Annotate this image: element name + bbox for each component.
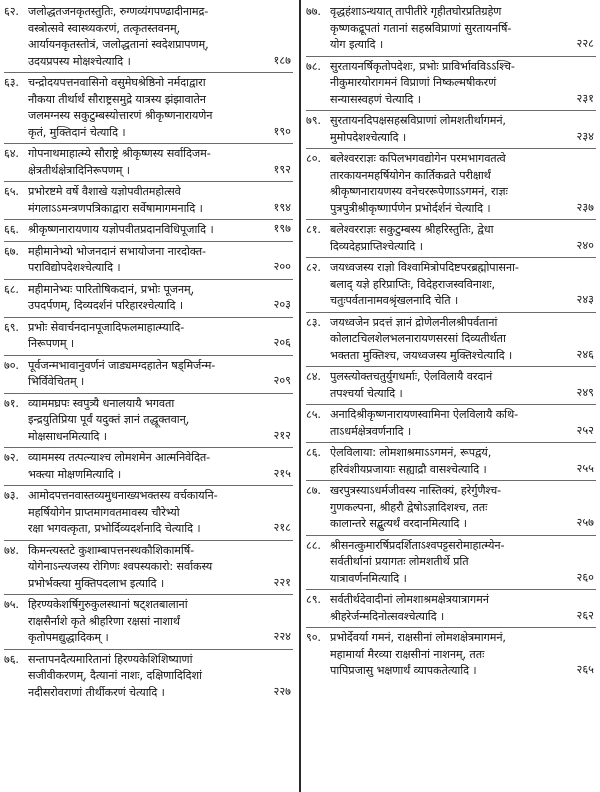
entry-number: ८४. — [306, 370, 321, 383]
entry-number: ७४. — [4, 543, 19, 557]
entry-line — [4, 75, 293, 92]
toc-entry — [306, 113, 596, 147]
toc-entry — [306, 538, 596, 589]
entry-line — [4, 320, 293, 337]
entry-separator — [4, 317, 293, 318]
entry-text: प्रभोरष्टमे वर्षे वैशाखे यज्ञोपवीतमहोत्सवे — [28, 185, 181, 198]
entry-text: तपश्चर्या चेत्यादि । — [330, 386, 403, 400]
entry-number: ७१. — [4, 396, 19, 410]
entry-line — [4, 505, 293, 522]
entry-text: चन्द्रोदयपत्तनवासिनो वसुमेघश्रेष्ठिनो नर्मदाद्वारा — [28, 76, 206, 89]
toc-entry — [4, 597, 293, 648]
entry-separator — [4, 393, 293, 394]
entry-separator — [4, 649, 293, 650]
entry-separator — [4, 143, 293, 144]
entry-text: इन्द्रयुतिप्रिया पूर्वं यदुक्तं ज्ञानं तद्धूक्तवान्, — [28, 413, 190, 426]
entry-line — [306, 445, 596, 462]
entry-text: श्रीहरेर्जन्मदिनोत्सवश्चेत्यादि । — [330, 609, 445, 623]
entry-text: निरूपणम् । — [28, 337, 75, 350]
entry-line — [4, 429, 293, 446]
page-number: २५२ — [573, 423, 594, 440]
page-number: २३१ — [573, 91, 594, 108]
entry-number: ६८. — [4, 282, 19, 296]
entry-line — [306, 21, 596, 38]
entry-text: गुणकल्पना, श्रीहरौ द्वेषोऽज्ञादिशश्च, ततः — [330, 500, 488, 514]
entry-line — [4, 37, 293, 54]
entry-text: गोपनाथमाहात्म्ये सौराष्ट्रे श्रीकृष्णस्य सर्वादिजम- — [28, 147, 211, 160]
entry-line — [306, 201, 596, 218]
page-number: १९७ — [270, 221, 291, 238]
entry-text: सजीवीकरणम्, दैत्यानां नाशः, दक्षिणादिदिशां — [28, 669, 202, 682]
entry-text: नीकुमारयोरागमनं विप्राणां निष्कल्मषीकरणं — [330, 76, 497, 89]
entry-text: कोलाटचिलशेलभलनारायणसरसां दिव्यतीर्थता — [330, 332, 506, 345]
entry-line — [4, 282, 293, 299]
entry-text: वृद्धहंशाऽन्थयात् तापीतीरे गृहीतघोरप्रतिग्रहेण — [330, 5, 502, 18]
entry-text: सुरतायनदिपक्षसहस्रविप्राणां लोमशतीर्थागमनं, — [330, 114, 506, 127]
entry-line — [4, 260, 293, 277]
toc-entry — [306, 222, 596, 256]
entry-text: उदयप्रपस्य मोक्षश्चेत्यादि । — [28, 54, 131, 68]
page-number: १९४ — [270, 200, 291, 217]
entry-line — [306, 293, 596, 310]
toc-entry — [306, 407, 596, 441]
toc-entry — [4, 184, 293, 218]
entry-line — [4, 630, 293, 647]
toc-entry — [4, 75, 293, 142]
toc-entry — [4, 358, 293, 392]
entry-number: ८१. — [306, 223, 321, 236]
entry-number: ८३. — [306, 315, 321, 329]
entry-line — [306, 554, 596, 571]
page-number: २५५ — [573, 461, 594, 478]
entry-text: प्रभोर्देवर्या गमनं, राक्षसीनां लोमशक्षेत्रमागमनं, — [330, 631, 506, 644]
page-number: २०० — [270, 259, 291, 276]
page-number: २२८ — [573, 36, 594, 53]
entry-line — [4, 614, 293, 631]
entry-number: ९०. — [306, 631, 321, 644]
entry-text: सुरतायनर्षिकृतोपदेशः, प्रभोः प्राविर्भावविऽऽश्चि- — [330, 59, 515, 73]
entry-line — [4, 685, 293, 702]
entry-line — [4, 467, 293, 484]
column-divider — [299, 0, 301, 792]
entry-line — [306, 483, 596, 500]
entry-number: ७२. — [4, 451, 19, 464]
toc-entry — [4, 4, 293, 71]
entry-separator — [306, 110, 596, 111]
toc-entry — [306, 4, 596, 55]
entry-number: ६४. — [4, 147, 19, 160]
entry-text: जयध्वजेन प्रदत्तं ज्ञानं द्रोणेलनीलश्रीपर्वतानां — [330, 315, 498, 329]
page-number: २२७ — [270, 684, 291, 701]
entry-line — [306, 609, 596, 626]
entry-line — [4, 652, 293, 669]
entry-line — [4, 92, 293, 109]
entry-line — [306, 386, 596, 403]
entry-separator — [306, 257, 596, 258]
entry-number: ८५. — [306, 408, 321, 421]
entry-line — [4, 184, 293, 201]
toc-entry — [4, 652, 293, 703]
toc-entry — [306, 592, 596, 626]
page-number: २६५ — [573, 662, 594, 679]
entry-text: नौकया तीर्थार्थं सौराष्ट्रसमुद्रे यात्रस्य झंझावातेन — [28, 92, 206, 106]
entry-number: ७७. — [306, 5, 321, 18]
entry-line — [4, 201, 293, 218]
entry-separator — [306, 148, 596, 149]
toc-entry — [306, 59, 596, 110]
entry-line — [4, 4, 293, 21]
entry-line — [306, 424, 596, 441]
entry-text: आमोदपत्तनवास्तव्यमुधनाख्यभक्तस्य वर्चकायनि- — [28, 489, 218, 502]
entry-text: चतुःपर्वतानामवश्रृंखलनादि चेति । — [330, 294, 459, 307]
entry-text: सर्वतीर्थदेवादीनां लोमशाश्रमक्षेत्रयात्रागमनं — [330, 593, 489, 606]
entry-text: श्रीकृष्णनारायणाय यज्ञोपवीतप्रदानविधिपूजादि । — [28, 223, 214, 236]
entry-text: पुत्रपुत्रीश्रीकृष्णार्पणेन प्रभोर्दर्शनं चेत्यादि । — [330, 201, 491, 215]
entry-text: खरपुत्रस्याऽधर्मजीवस्य नास्तिक्यं, हरेर्गुणैश्च- — [330, 484, 502, 497]
entry-number: ७६. — [4, 652, 19, 666]
entry-line — [4, 244, 293, 261]
entry-separator — [4, 181, 293, 182]
entry-number: ६५. — [4, 185, 19, 198]
entry-number: ८९. — [306, 593, 321, 606]
entry-separator — [306, 219, 596, 220]
entry-line — [306, 59, 596, 76]
toc-entry — [306, 483, 596, 534]
entry-number: ६२. — [4, 5, 19, 18]
entry-line — [306, 92, 596, 109]
page-number: २४९ — [573, 385, 594, 402]
entry-text: व्याममघ्रपः स्वपुत्र्यै धनालयायै भगवता — [28, 396, 175, 410]
entry-text: मोक्षसाधनमित्यादि । — [28, 429, 107, 443]
entry-text: किमन्त्यस्तटे कुशाम्बापत्तनस्थकौशिकामर्षि- — [28, 543, 195, 557]
toc-entry — [306, 260, 596, 311]
entry-text: भिर्विवेचितम् । — [28, 375, 85, 388]
entry-line — [306, 277, 596, 294]
entry-line — [4, 521, 293, 538]
entry-text: पुलस्त्योक्तचतुर्युगधर्माः, ऐलविलायै वरदानं — [330, 370, 493, 383]
entry-line — [4, 21, 293, 38]
page-number: २३७ — [573, 200, 594, 217]
entry-line — [4, 163, 293, 180]
page-number: २२१ — [270, 575, 291, 592]
entry-number: ६७. — [4, 244, 19, 258]
entry-text: बलेश्वरराज्ञः कपिलभगवद्योगेन परमभागवतत्वे — [330, 152, 506, 165]
toc-entry — [306, 315, 596, 366]
toc-entry — [4, 320, 293, 354]
entry-separator — [4, 355, 293, 356]
entry-number: ७०. — [4, 358, 19, 372]
entry-line — [306, 407, 596, 424]
entry-text: अनादिश्रीकृष्णनारायणस्वामिना ऐलविलायै कथि- — [330, 408, 519, 421]
page-number: २०९ — [270, 373, 291, 390]
entry-line — [306, 239, 596, 256]
entry-text: रक्षा भगवत्कृता, प्रभोर्दिव्यदर्शनादि चेत्यादि । — [28, 522, 201, 535]
entry-line — [306, 130, 596, 147]
entry-line — [306, 663, 596, 680]
entry-line — [4, 597, 293, 614]
entry-separator — [4, 219, 293, 220]
entry-separator — [306, 366, 596, 367]
entry-separator — [306, 627, 596, 628]
entry-separator — [4, 72, 293, 73]
entry-text: श्रीकृष्णनारायणस्य वनेचररूपेणाऽऽगमनं, राज्ञः — [330, 185, 508, 198]
toc-entry — [4, 450, 293, 484]
entry-text: महर्षियोगेन प्राप्तमागवतमावस्य चौरेभ्यो — [28, 505, 180, 519]
entry-text: भक्तता मुक्तिश्च, जयध्वजस्य मुक्तिश्चेत्यादि । — [330, 348, 513, 362]
entry-text: कृष्णकद्रूपतां गतानां सहस्रविप्राणां सुरतायनर्षि- — [330, 21, 512, 35]
entry-line — [306, 630, 596, 647]
entry-line — [4, 336, 293, 353]
entry-line — [4, 396, 293, 413]
page-number: २४६ — [573, 347, 594, 364]
entry-text: पराविद्योपदेशश्चेत्यादि । — [28, 261, 121, 274]
entry-line — [4, 298, 293, 315]
page-number: १९२ — [270, 162, 291, 179]
entry-line — [306, 37, 596, 54]
entry-line — [306, 260, 596, 277]
entry-text: सर्वतीर्थानां प्रयागतः लोमशतीर्थे प्रति — [330, 555, 469, 568]
toc-entry — [4, 396, 293, 447]
entry-line — [306, 500, 596, 517]
page-number: २५७ — [573, 515, 594, 532]
entry-separator — [306, 56, 596, 57]
entry-text: हिरण्यकेशर्षिगुरुकुलस्थानां षट्शतबालानां — [28, 598, 188, 611]
page-number: २१५ — [270, 466, 291, 483]
entry-text: सन्तापनदैत्यमारितानां हिरण्यकेशिशिष्याणां — [28, 652, 193, 666]
entry-number: ८७. — [306, 484, 321, 497]
entry-line — [4, 54, 293, 71]
toc-entry — [4, 282, 293, 316]
entry-text: मंगलाऽऽमन्त्रणपत्रिकाद्वारा सर्वेषामागमनादि । — [28, 201, 203, 215]
entry-number: ८०. — [306, 152, 321, 165]
toc-entry — [306, 369, 596, 403]
page-number: २३४ — [573, 129, 594, 146]
entry-line — [306, 592, 596, 609]
page-number: २६२ — [573, 608, 594, 625]
entry-text: श्रीसनत्कुमारर्षिप्रदर्शिताऽश्वपट्टसरोमाहात्म्येन- — [330, 538, 505, 552]
entry-text: योगेनाऽन्त्यजस्य रोगिणः श्वपस्यकारो: सर्वाकस्य — [28, 560, 213, 573]
entry-number: ७९. — [306, 114, 321, 127]
entry-text: मुमोपदेशश्चेत्यादि । — [330, 130, 407, 144]
entry-text: प्रभोर्भक्त्या मुक्तिपदलाभ इत्यादि । — [28, 576, 165, 590]
entry-number: ७३. — [4, 489, 19, 502]
entry-text: भक्त्या मोक्षणमित्यादि । — [28, 467, 122, 481]
entry-text: कृतं, मुक्तिदानं चेत्यादि । — [28, 125, 126, 139]
entry-text: प्रभोः सेवार्चनदानपूजादिफलमाहात्म्यादि- — [28, 320, 185, 334]
entry-separator — [306, 404, 596, 405]
entry-line — [4, 125, 293, 142]
entry-line — [306, 647, 596, 664]
entry-line — [306, 331, 596, 348]
entry-text: आर्यायनकृतस्तोत्रं, जलोद्धतानां स्वदेशप्रापणम्, — [28, 38, 209, 51]
entry-line — [4, 543, 293, 560]
toc-entry — [4, 244, 293, 278]
entry-number: ८८. — [306, 538, 321, 552]
entry-line — [306, 516, 596, 533]
toc-entry — [306, 445, 596, 479]
entry-text: दिव्यदेहप्राप्तिश्चेत्यादि । — [330, 239, 423, 253]
entry-number: ८२. — [306, 261, 321, 274]
entry-text: ऐलविलाया: लोमशाश्रमाऽऽगमनं, रूपद्वयं, — [330, 446, 492, 459]
entry-separator — [4, 279, 293, 280]
entry-separator — [306, 442, 596, 443]
entry-line — [306, 184, 596, 201]
toc-entry — [306, 151, 596, 218]
entry-line — [4, 576, 293, 593]
page-number: २६० — [573, 570, 594, 587]
entry-text: महीमानेभ्यो भोजनदानं सभायोजना नारदोक्त- — [28, 244, 206, 258]
entry-text: हरिवंशीयप्रजायाः सह्याद्रौ वासश्चेत्यादि । — [330, 462, 487, 476]
entry-line — [306, 4, 596, 21]
entry-text: जयध्वजस्य राज्ञो विश्वामित्रोपदिष्टपरब्रह्मोपासना- — [330, 261, 519, 274]
entry-text: बलाद् यज्ञे हरिप्राप्तिः, विदेहराजस्वविनाशः, — [330, 277, 495, 291]
entry-text: उपदर्पणम्, दिव्यदर्शनं परिहारश्चेत्यादि । — [28, 299, 184, 312]
entry-line — [306, 75, 596, 92]
entry-line — [4, 412, 293, 429]
page-number: १९० — [270, 124, 291, 141]
entry-line — [4, 146, 293, 163]
entry-text: वस्त्रोत्सवे स्वास्थ्यकरणं, तत्कृतस्तवनम्, — [28, 21, 181, 35]
entry-line — [306, 222, 596, 239]
entry-line — [4, 488, 293, 505]
page-number: २०३ — [270, 297, 291, 314]
entry-text: कृतोपमद्युद्धादिकम् । — [28, 631, 109, 644]
entry-line — [4, 374, 293, 391]
toc-entry — [4, 543, 293, 594]
entry-text: महीमानेभ्यः पारितोषिकदानं, प्रभोः पूजनम्, — [28, 282, 195, 296]
entry-separator — [4, 485, 293, 486]
toc-entry — [306, 630, 596, 681]
entry-line — [306, 168, 596, 185]
entry-text: व्याममस्य तत्पत्न्याश्च लोमशमेन आत्मनिवेदित- — [28, 451, 211, 464]
entry-text: राक्षसैर्नाशे कृते श्रीहरिणा रक्षसां नाशार्थं — [28, 614, 180, 628]
entry-separator — [4, 594, 293, 595]
entry-text: योग इत्यादि । — [330, 38, 384, 51]
page-number: २१२ — [270, 428, 291, 445]
entry-line — [306, 369, 596, 386]
entry-text: पापिप्रजासु भक्षणार्थं व्यापकतेत्यादि । — [330, 664, 477, 677]
entry-line — [306, 315, 596, 332]
entry-line — [4, 450, 293, 467]
entry-line — [306, 462, 596, 479]
entry-line — [306, 113, 596, 130]
entry-text: पूर्वजन्मभावानुवर्णनं जाड्यमग्दहातेन षड्मिर्जन्म- — [28, 358, 216, 372]
entry-line — [4, 358, 293, 375]
entry-line — [306, 151, 596, 168]
entry-number: ६३. — [4, 76, 19, 89]
entry-text: नदीसरोवराणां तीर्थीकरणं चेत्यादि । — [28, 685, 165, 699]
entry-separator — [306, 312, 596, 313]
page-number: २४३ — [573, 292, 594, 309]
entry-number: ७५. — [4, 598, 19, 611]
page-number: २२४ — [270, 629, 291, 646]
toc-entry — [4, 488, 293, 539]
entry-number: ६६. — [4, 223, 19, 236]
entry-separator — [4, 241, 293, 242]
page-number: २०६ — [270, 335, 291, 352]
left-column — [4, 4, 293, 702]
entry-text: जलमग्नस्य सकुटुम्बस्योत्तारणं श्रीकृष्णनारायणेन — [28, 109, 213, 122]
entry-text: ताऽधर्मक्षेत्रवर्णनादि । — [330, 424, 412, 438]
entry-text: बलेश्वरराज्ञः सकुटुम्बस्य श्रीहरिस्तुतिः, द्वेधा — [330, 223, 494, 236]
entry-text: यात्रावर्णनमित्यादि । — [330, 571, 407, 585]
entry-line — [306, 538, 596, 555]
entry-text: जलोद्धतजनकृतस्तुतिः, रुग्णव्यंगपण्ढादीनामद्र- — [28, 5, 209, 18]
toc-entry — [4, 222, 293, 240]
entry-separator — [4, 447, 293, 448]
entry-line — [306, 571, 596, 588]
entry-number: ७८. — [306, 59, 321, 73]
page-number: २१८ — [270, 520, 291, 537]
entry-text: क्षेत्रतीर्थक्षेत्रादिनिरूपणम् । — [28, 163, 130, 177]
entry-number: ६९. — [4, 320, 19, 334]
entry-line — [4, 559, 293, 576]
entry-text: कालान्तरे सद्बुत्यर्थं वरदानमित्यादि । — [330, 517, 467, 530]
entry-line — [4, 108, 293, 125]
entry-separator — [306, 480, 596, 481]
entry-line — [4, 668, 293, 685]
entry-number: ८६. — [306, 446, 321, 459]
entry-separator — [306, 535, 596, 536]
entry-separator — [306, 589, 596, 590]
entry-text: तारकायनमहर्षियोगेन कार्तिकव्रते परीक्षार्थं — [330, 168, 491, 182]
entry-text: महामार्या मैरव्या राक्षसीनां नाशनम्, ततः — [330, 647, 485, 661]
entry-text: सन्यासस्वहणं चेत्यादि । — [330, 92, 421, 106]
entry-line — [4, 222, 293, 239]
toc-entry — [4, 146, 293, 180]
page-number: २४० — [573, 238, 594, 255]
page-number: १८७ — [270, 53, 291, 70]
entry-line — [306, 348, 596, 365]
right-column — [306, 4, 596, 681]
entry-separator — [4, 540, 293, 541]
